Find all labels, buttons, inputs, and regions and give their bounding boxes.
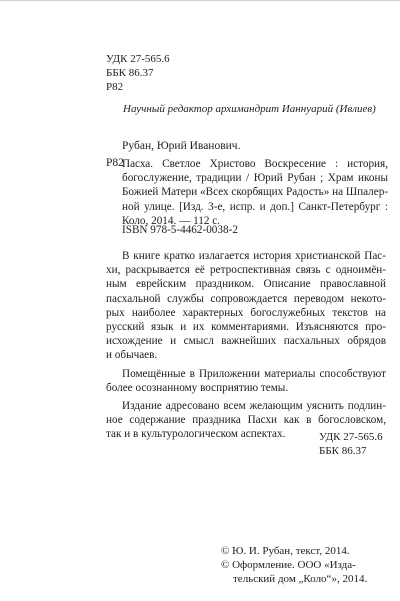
bbk-code: ББК 86.37 xyxy=(106,67,154,79)
classification-codes-top xyxy=(106,52,170,94)
biblio-line: богослужение, традиции / Юрий Рубан ; Храм иконы xyxy=(122,172,388,185)
bbk-code: ББК 86.37 xyxy=(319,445,367,457)
author-mark-inline: Р82 xyxy=(106,157,124,169)
annotation-line: В книге кратко излагается история христианской Пас- xyxy=(122,250,386,262)
annotation-line: более осознанному восприятию темы. xyxy=(106,381,289,394)
udc-code: УДК 27-565.6 xyxy=(319,431,383,443)
scientific-editor-note: Научный редактор архимандрит Ианнуарий (Ивлиев) xyxy=(123,103,376,115)
annotation-line: Помещённые в Приложении материалы способствуют xyxy=(122,367,386,380)
annotation-line: хи, раскрывается её ретроспективная связь с одноимён- xyxy=(106,264,386,277)
classification-codes-bottom xyxy=(319,430,383,458)
copyright-notice xyxy=(221,544,391,587)
annotation-line: ное содержание праздника Пасхи как в богословском, xyxy=(106,414,386,427)
udc-code: УДК 27-565.6 xyxy=(106,53,170,65)
annotation-line: русский язык и их комментариями. Изъясняются про- xyxy=(106,321,386,334)
bibliographic-description xyxy=(122,157,388,228)
annotation-line: рых наиболее характерных богослужебных текстов на xyxy=(106,306,386,319)
annotation-paragraph-2 xyxy=(106,367,386,395)
biblio-line: ной улице. [Изд. 3-е, испр. и доп.] Санкт-Петербург : xyxy=(122,200,388,213)
annotation-line: пасхальной службы сопровождается переводом некото- xyxy=(106,292,386,305)
biblio-line: Божией Матери «Всех скорбящих Радость» на Шпалер- xyxy=(122,186,389,199)
annotation-line: и обычаев. xyxy=(106,349,158,362)
annotation xyxy=(106,249,386,446)
author-heading: Рубан, Юрий Иванович. xyxy=(122,140,241,152)
biblio-line: Пасха. Светлое Христово Воскресение : история, xyxy=(122,158,388,170)
isbn: ISBN 978-5-4462-0038-2 xyxy=(122,224,238,236)
copyright-line: © Оформление. ООО «Изда- xyxy=(221,559,356,572)
annotation-line: Издание адресовано всем желающим уяснить подлин- xyxy=(122,400,386,413)
author-mark: Р82 xyxy=(106,81,124,93)
biblio-line: Коло, 2014. — 112 с. xyxy=(122,214,220,227)
annotation-line: исхождение и смысл важнейших пасхальных обрядов xyxy=(106,335,386,348)
annotation-line: ным еврейским праздником. Описание православной xyxy=(106,278,386,291)
annotation-paragraph-1 xyxy=(106,249,386,363)
copyright-line: © Ю. И. Рубан, текст, 2014. xyxy=(221,545,350,557)
copyright-line: тельский дом „Коло“», 2014. xyxy=(233,573,368,586)
annotation-line: так и в культурологическом аспектах. xyxy=(106,428,286,441)
top-edge-line xyxy=(0,0,400,1)
